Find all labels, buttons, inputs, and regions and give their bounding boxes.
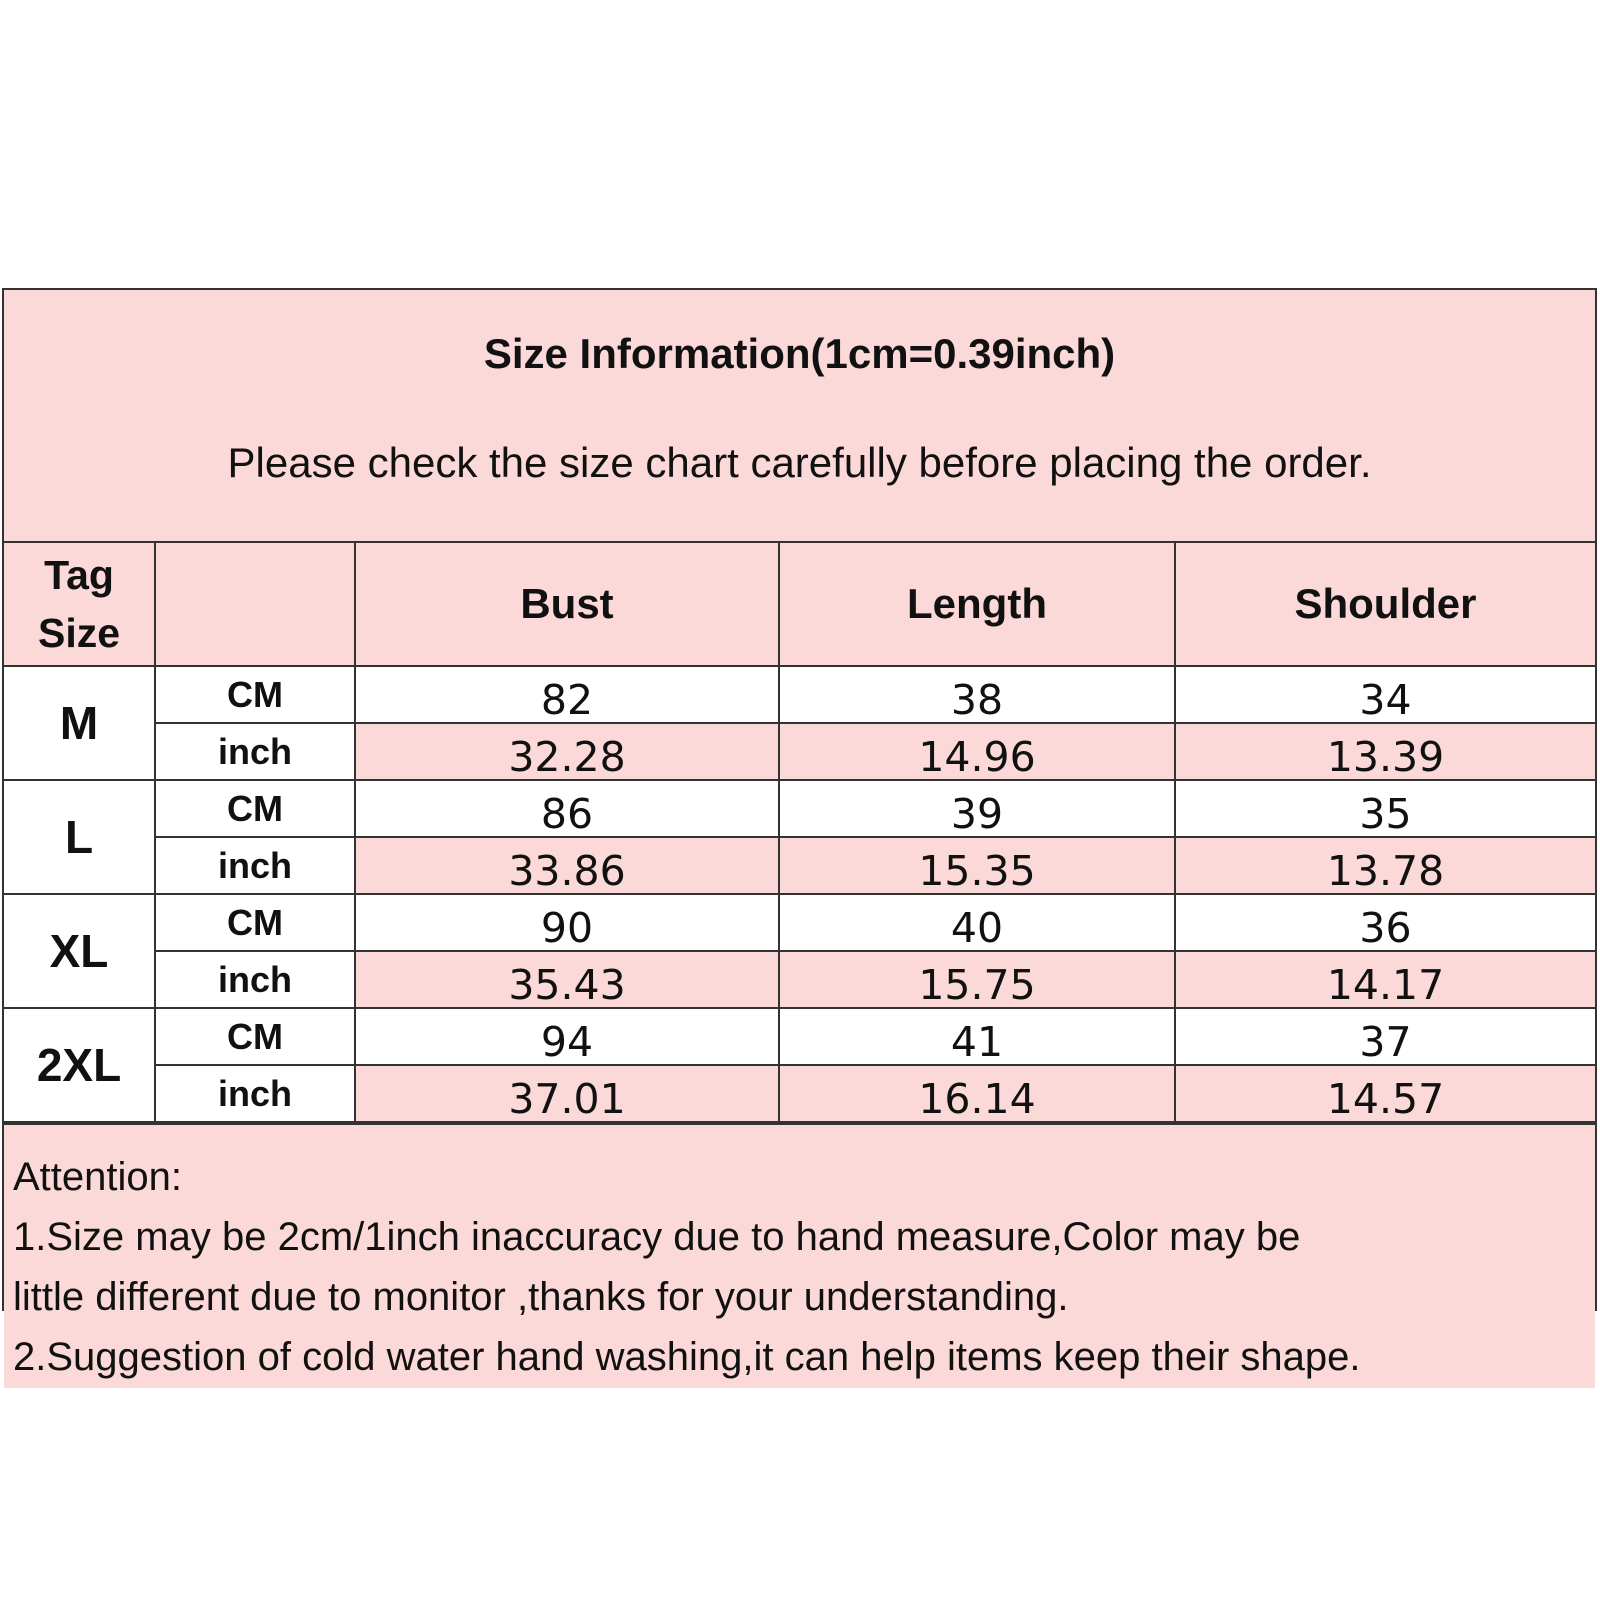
shoulder-inch-value: 14.17 — [1175, 951, 1595, 1008]
bust-cm-value: 90 — [355, 894, 779, 951]
unit-label-cm: CM — [155, 780, 355, 837]
length-inch-value: 15.75 — [779, 951, 1175, 1008]
unit-label-inch: inch — [155, 837, 355, 894]
notes-heading: Attention: — [13, 1155, 183, 1199]
shoulder-cm-value: 34 — [1175, 666, 1595, 723]
length-inch-value: 16.14 — [779, 1065, 1175, 1122]
table-row — [4, 894, 1595, 951]
tag-size-cell: M — [4, 666, 155, 780]
length-cm-value: 41 — [779, 1008, 1175, 1065]
size-chart — [2, 288, 1597, 1379]
shoulder-cm-value: 36 — [1175, 894, 1595, 951]
tag-size-cell: L — [4, 780, 155, 894]
chart-subtitle: Please check the size chart carefully before placing the order. — [227, 439, 1372, 486]
table-row — [4, 951, 1595, 1008]
unit-label-inch: inch — [155, 951, 355, 1008]
tag-size-cell: 2XL — [4, 1008, 155, 1122]
unit-label-cm: CM — [155, 894, 355, 951]
shoulder-inch-value: 13.39 — [1175, 723, 1595, 780]
tag-size-header-line2: Size — [37, 610, 121, 656]
notes-line-3: 2.Suggestion of cold water hand washing,it can help items keep their shape. — [13, 1335, 1361, 1379]
table-row — [4, 1008, 1595, 1065]
table-row — [4, 780, 1595, 837]
unit-label-inch: inch — [155, 723, 355, 780]
bust-inch-value: 33.86 — [355, 837, 779, 894]
length-inch-value: 14.96 — [779, 723, 1175, 780]
shoulder-inch-value: 13.78 — [1175, 837, 1595, 894]
bust-cm-value: 94 — [355, 1008, 779, 1065]
table-row — [4, 723, 1595, 780]
shoulder-inch-value: 14.57 — [1175, 1065, 1595, 1122]
unit-label-cm: CM — [155, 1008, 355, 1065]
chart-header — [4, 290, 1595, 543]
column-header-shoulder: Shoulder — [1175, 543, 1595, 666]
unit-label-cm: CM — [155, 666, 355, 723]
shoulder-cm-value: 35 — [1175, 780, 1595, 837]
column-header-bust: Bust — [355, 543, 779, 666]
column-header-length: Length — [779, 543, 1175, 666]
size-table — [4, 543, 1595, 1123]
length-inch-value: 15.35 — [779, 837, 1175, 894]
tag-size-header-line1: Tag — [44, 552, 114, 598]
notes-line-1: 1.Size may be 2cm/1inch inaccuracy due to hand measure,Color may be — [13, 1215, 1301, 1259]
bust-inch-value: 37.01 — [355, 1065, 779, 1122]
bust-cm-value: 82 — [355, 666, 779, 723]
bust-inch-value: 32.28 — [355, 723, 779, 780]
attention-notes — [4, 1123, 1595, 1388]
bust-cm-value: 86 — [355, 780, 779, 837]
shoulder-cm-value: 37 — [1175, 1008, 1595, 1065]
length-cm-value: 38 — [779, 666, 1175, 723]
table-header-row — [4, 543, 1595, 666]
tag-size-header — [4, 543, 155, 666]
table-row — [4, 666, 1595, 723]
bust-inch-value: 35.43 — [355, 951, 779, 1008]
chart-title: Size Information(1cm=0.39inch) — [483, 330, 1116, 377]
table-row — [4, 1065, 1595, 1122]
notes-line-2: little different due to monitor ,thanks for your understanding. — [13, 1275, 1069, 1319]
unit-header — [155, 543, 355, 666]
unit-label-inch: inch — [155, 1065, 355, 1122]
length-cm-value: 39 — [779, 780, 1175, 837]
length-cm-value: 40 — [779, 894, 1175, 951]
table-row — [4, 837, 1595, 894]
tag-size-cell: XL — [4, 894, 155, 1008]
